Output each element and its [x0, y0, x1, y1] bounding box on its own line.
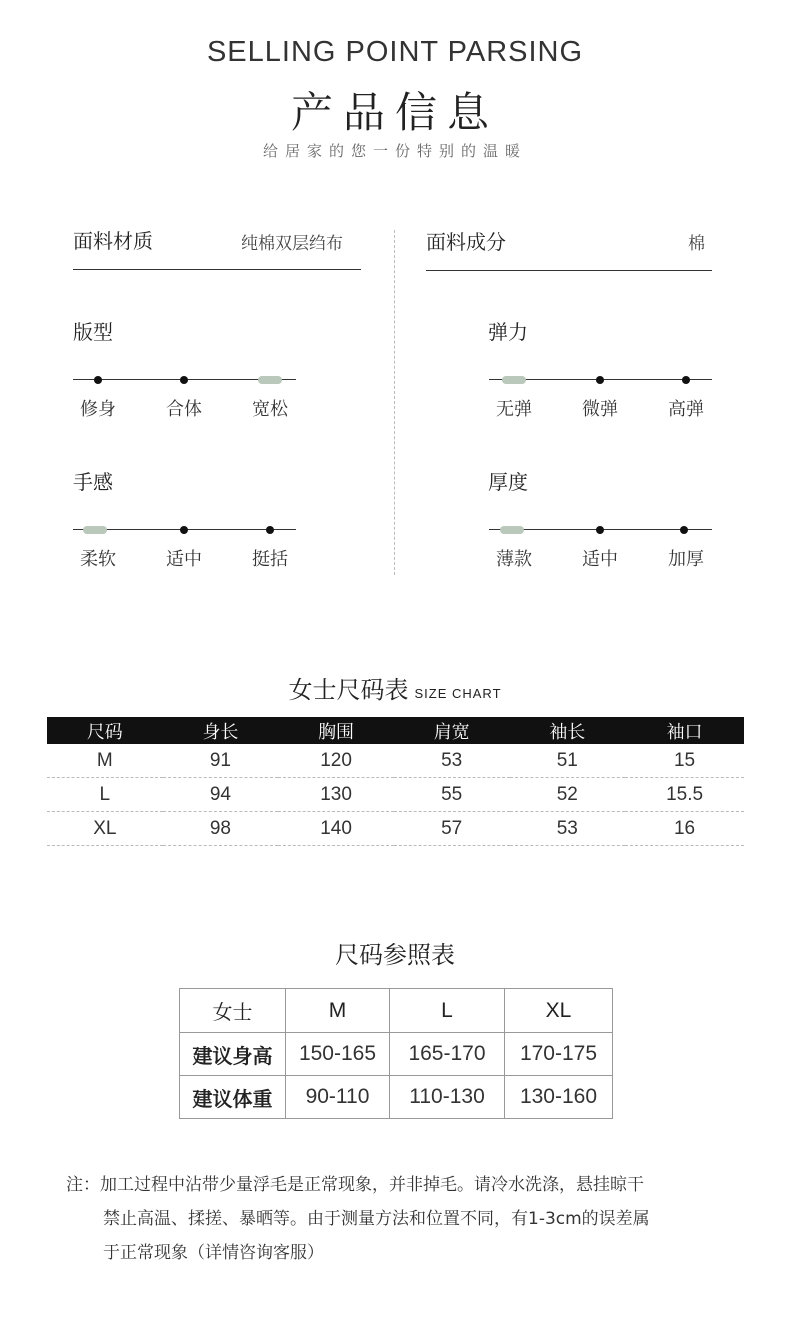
fit-label: 版型	[73, 320, 113, 344]
table-cell: 53	[510, 812, 626, 846]
thickness-selected-marker	[500, 526, 524, 534]
elasticity-marker-dot	[596, 376, 604, 384]
table-cell: 98	[163, 812, 279, 846]
table-cell: 90-110	[286, 1076, 390, 1119]
table-cell: 110-130	[390, 1076, 505, 1119]
hand-feel-marker-dot	[180, 526, 188, 534]
center-dashed-divider	[394, 230, 395, 575]
elasticity-marker-dot	[682, 376, 690, 384]
table-cell: M	[47, 744, 163, 778]
thickness-marker-dot	[596, 526, 604, 534]
hand-feel-option-label: 柔软	[80, 549, 116, 570]
table-cell: 52	[510, 778, 626, 812]
size-chart-title-cn: 女士尺码表	[288, 676, 409, 704]
table-cell: 150-165	[286, 1033, 390, 1076]
fit-option-label: 修身	[80, 399, 116, 420]
size-chart-title-en: SIZE CHART	[414, 686, 502, 701]
hand-feel-label: 手感	[73, 470, 113, 494]
thickness-option-label: 薄款	[496, 549, 532, 570]
hand-feel-selected-marker	[83, 526, 107, 534]
table-row	[47, 812, 744, 846]
elasticity-option-label: 微弹	[582, 399, 618, 420]
reference-table	[179, 988, 613, 1119]
size-chart-header: 袖长	[510, 717, 626, 744]
reference-height-row	[180, 1033, 613, 1076]
table-cell: 120	[278, 744, 394, 778]
fit-option-label: 合体	[166, 399, 202, 420]
hand-feel-marker-dot	[266, 526, 274, 534]
reference-corner-label: 女士	[180, 989, 286, 1033]
table-cell: 130-160	[505, 1076, 613, 1119]
reference-size-header: L	[390, 989, 505, 1033]
fit-marker-dot	[94, 376, 102, 384]
divider-line	[426, 270, 712, 271]
care-note-line: 注：加工过程中沾带少量浮毛是正常现象，并非掉毛。请冷水洗涤，悬挂晾干	[66, 1175, 644, 1195]
elasticity-option-label: 高弹	[668, 399, 704, 420]
reference-header-row	[180, 989, 613, 1033]
hand-feel-option-label: 适中	[166, 549, 202, 570]
table-cell: 130	[278, 778, 394, 812]
fabric-composition-label: 面料成分	[426, 230, 506, 254]
fit-marker-dot	[180, 376, 188, 384]
hand-feel-option-label: 挺括	[252, 549, 288, 570]
fabric-composition-value: 棉	[688, 234, 705, 254]
size-chart-header: 尺码	[47, 717, 163, 744]
table-row	[47, 778, 744, 812]
table-cell: XL	[47, 812, 163, 846]
fit-selected-marker	[258, 376, 282, 384]
reference-size-header: M	[286, 989, 390, 1033]
table-cell: 15.5	[625, 778, 744, 812]
size-chart-title	[0, 670, 790, 705]
thickness-option-label: 加厚	[668, 549, 704, 570]
size-chart-header: 胸围	[278, 717, 394, 744]
table-cell: L	[47, 778, 163, 812]
section-subtitle: 给居家的您一份特别的温暖	[262, 142, 527, 160]
table-cell: 15	[625, 744, 744, 778]
care-note	[66, 1168, 726, 1270]
care-note-line: 于正常现象（详情咨询客服）	[103, 1243, 324, 1263]
table-cell: 53	[394, 744, 510, 778]
size-chart-header: 肩宽	[394, 717, 510, 744]
size-chart-header: 袖口	[625, 717, 744, 744]
size-chart-header-row	[47, 717, 744, 744]
thickness-label: 厚度	[488, 470, 528, 494]
size-chart-table	[47, 717, 744, 846]
elasticity-selected-marker	[502, 376, 526, 384]
thickness-option-label: 适中	[582, 549, 618, 570]
fit-option-label: 宽松	[252, 399, 288, 420]
reference-table-title: 尺码参照表	[335, 941, 455, 969]
size-chart-header: 身长	[163, 717, 279, 744]
elasticity-label: 弹力	[488, 320, 528, 344]
fabric-material-label: 面料材质	[73, 229, 153, 253]
section-title-cn: 产品信息	[290, 88, 499, 137]
table-cell: 51	[510, 744, 626, 778]
thickness-marker-dot	[680, 526, 688, 534]
table-cell: 16	[625, 812, 744, 846]
table-cell: 57	[394, 812, 510, 846]
reference-size-header: XL	[505, 989, 613, 1033]
fabric-material-value: 纯棉双层绉布	[241, 234, 343, 254]
divider-line	[73, 269, 361, 270]
table-cell: 91	[163, 744, 279, 778]
table-cell: 165-170	[390, 1033, 505, 1076]
section-title-en: SELLING POINT PARSING	[206, 36, 584, 68]
reference-row-label: 建议身高	[180, 1033, 286, 1076]
table-row	[47, 744, 744, 778]
reference-row-label: 建议体重	[180, 1076, 286, 1119]
table-cell: 140	[278, 812, 394, 846]
care-note-line: 禁止高温、揉搓、暴晒等。由于测量方法和位置不同，有1-3cm的误差属	[103, 1209, 650, 1229]
reference-weight-row	[180, 1076, 613, 1119]
table-cell: 55	[394, 778, 510, 812]
elasticity-option-label: 无弹	[496, 399, 532, 420]
table-cell: 94	[163, 778, 279, 812]
table-cell: 170-175	[505, 1033, 613, 1076]
